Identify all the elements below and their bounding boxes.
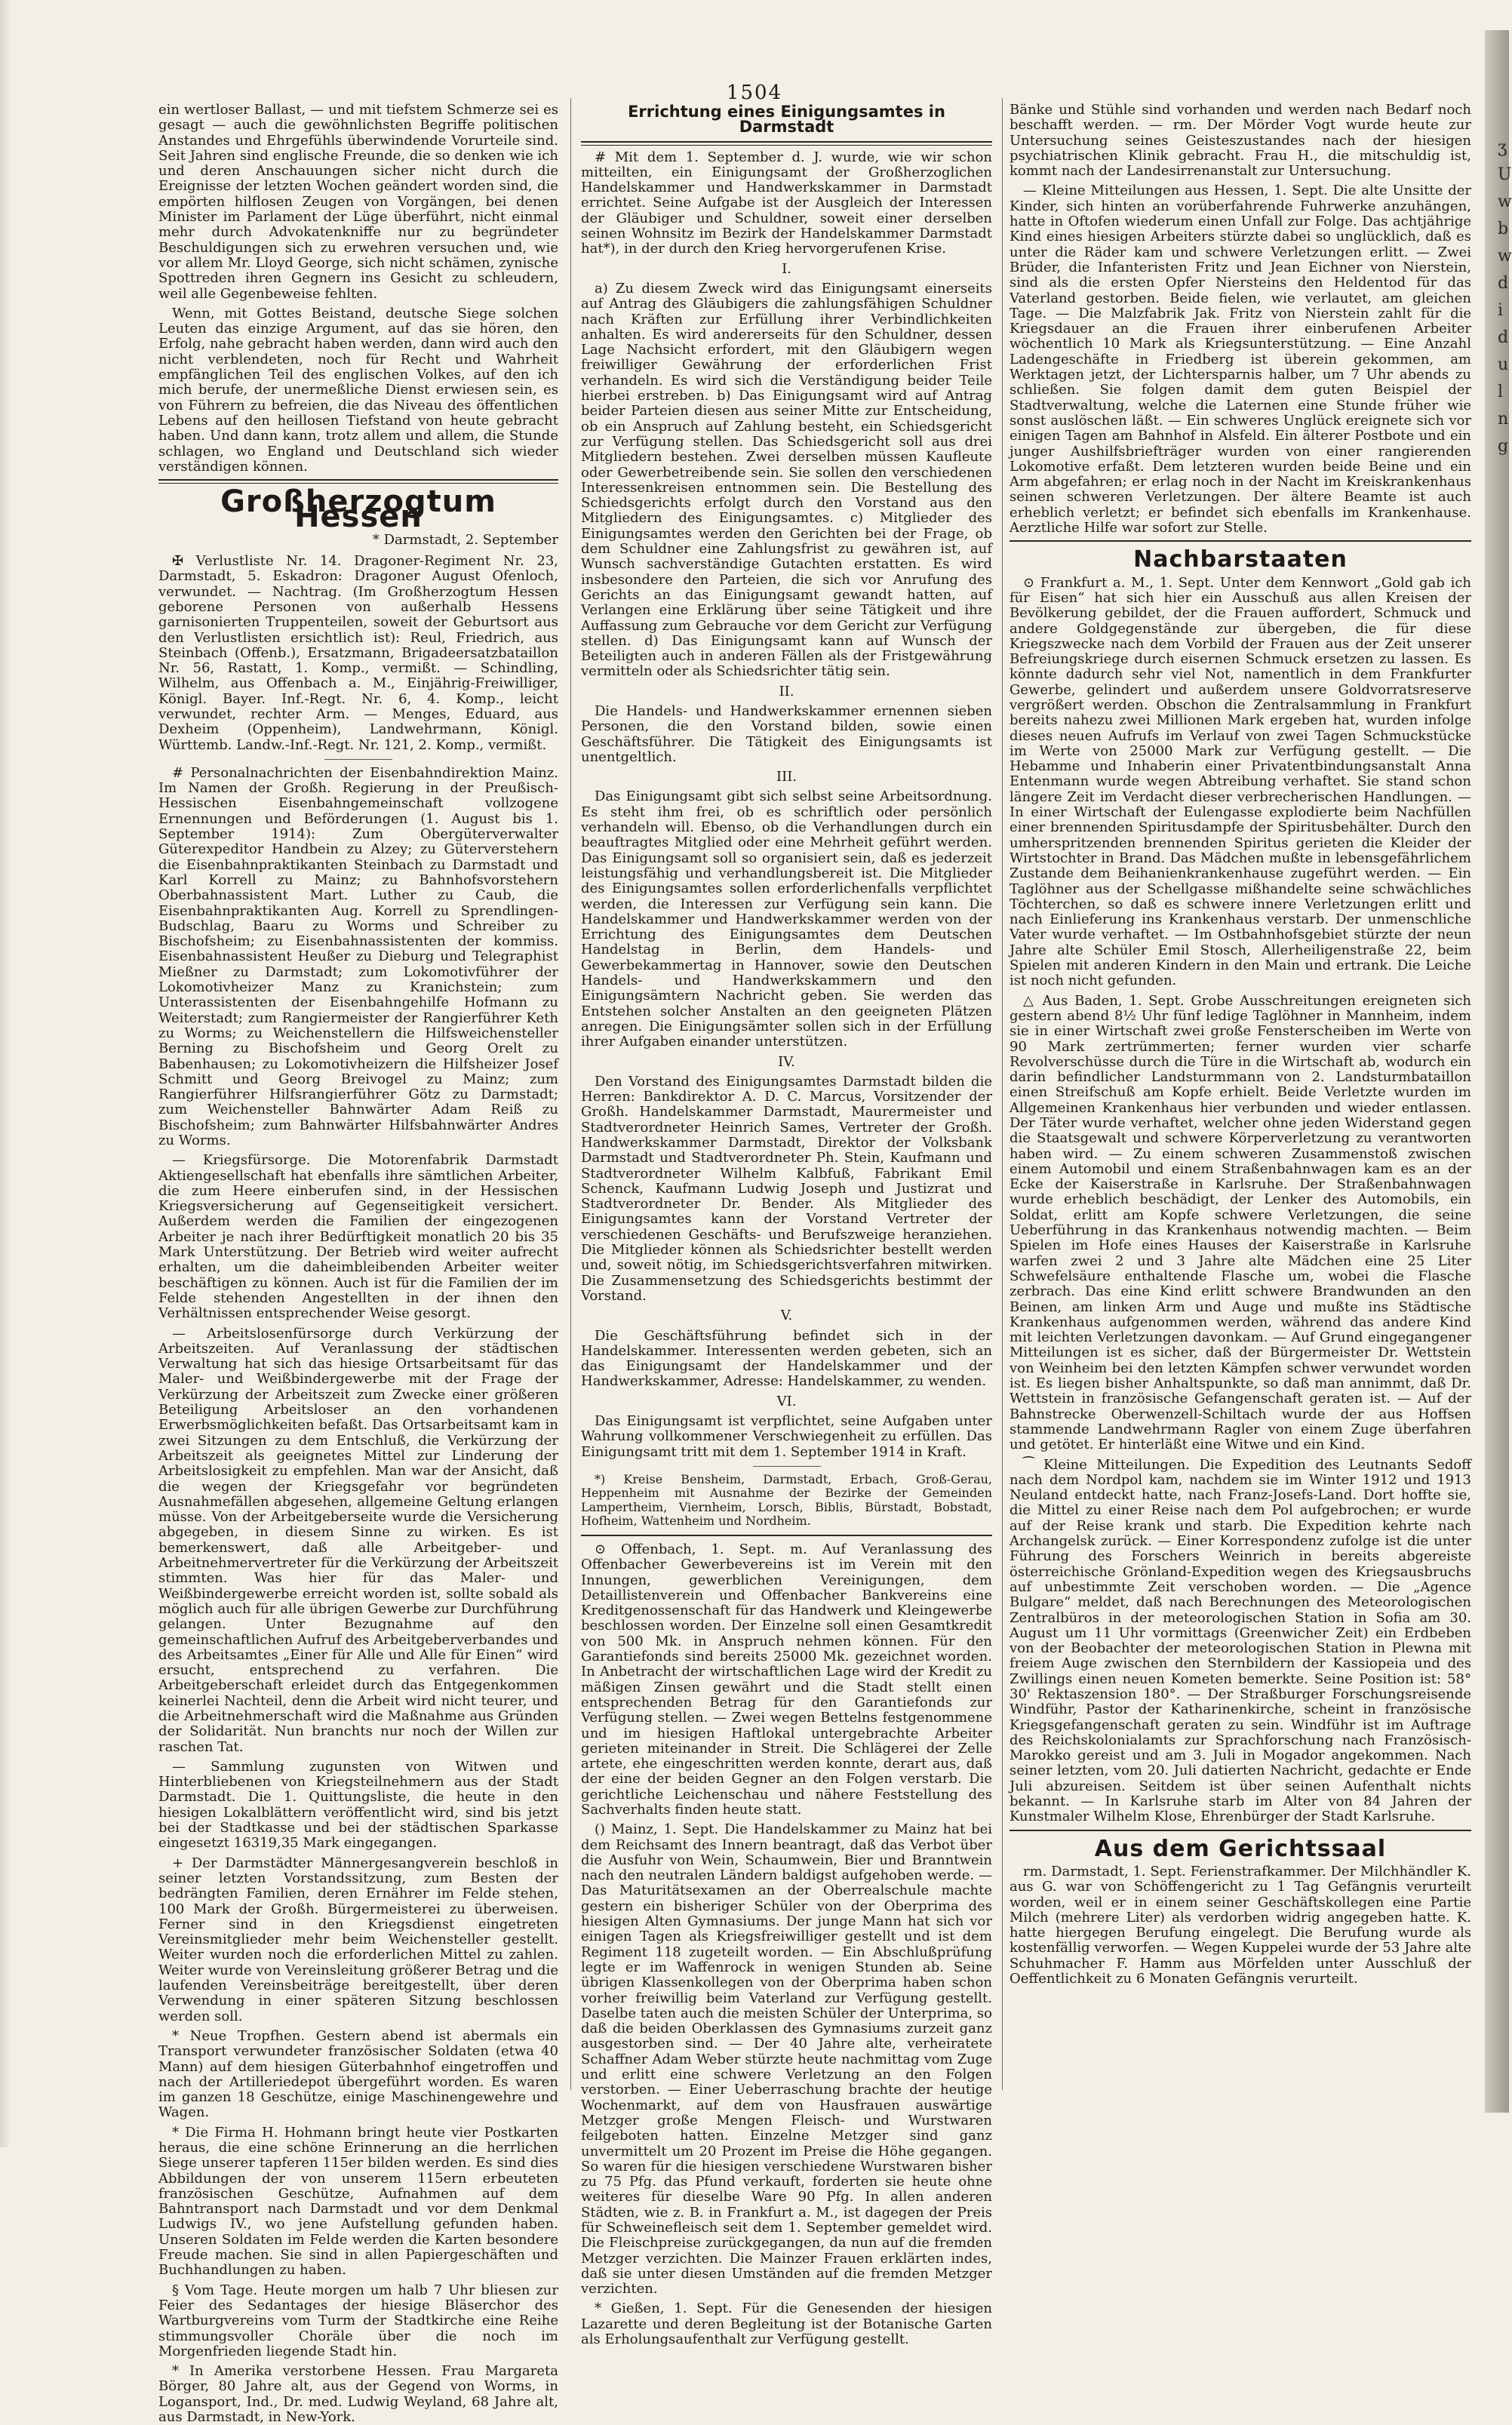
- section-rule: [581, 1535, 992, 1536]
- article-text: Den Vorstand des Einigungsamtes Darmstadt bilden die Herren: Bankdirektor A. D. C. Marcus, Vorsitzender der Großh. Handelskammer Darmstadt, Maurermeister und Stadtverordneter Heinrich Sames, Vertreter der Großh. Handwerkskammer Darmstadt, Direktor der Volksbank Darmstadt und Stadtverordneter Ph. Stein, Kaufmann und Stadtverordneter Wilhelm Kalbfuß, Fabrikant Emil Schenck, Kaufmann Ludwig Joseph und Justizrat und Stadtverordneter Dr. Bender. Als Mitglieder des Einigungsamtes kann der Vorstand Vertreter der verschiedenen Geschäfts- und Berufszweige heranziehen. Die Mitglieder können als Schiedsrichter bestellt werden und, soweit nötig, im Schiedsgerichtsverfahren mitwirken. Die Zusammensetzung des Schiedsgerichts bestimmt der Vorstand.: [581, 1073, 992, 1304]
- article-text: * In Amerika verstorbene Hessen. Frau Margareta Börger, 80 Jahre alt, aus der Gegend von Worms, in Logansport, Ind., Dr. med. Ludwig Weyland, 68 Jahre alt, aus Darmstadt, in New-York.: [158, 2363, 558, 2425]
- section-rule: [158, 479, 558, 484]
- article-text: — Arbeitslosenfürsorge durch Verkürzung der Arbeitszeiten. Auf Veranlassung der städtischen Verwaltung hat sich das hiesige Ortsarbeitsamt für das Maler- und Weißbindergewerbe mit der Frage der Verkürzung der Arbeitszeit zum Zwecke einer größeren Beteiligung Arbeitsloser an den vorhandenen Erwerbsmöglichkeiten befaßt. Das Ortsarbeitsamt kam in zwei Sitzungen zu dem Entschluß, die Verkürzung der Arbeitszeit als geeignetes Mittel zur Linderung der Arbeitslosigkeit zu empfehlen. Man war der Ansicht, daß die wegen der Kriegsgefahr vor begründeten Ausnahmefällen abgesehen, allgemeine Geltung erlangen müsse. Von der Arbeitgeberseite wurde die Versicherung abgegeben, in diesem Sinne zu wirken. Es ist bemerkenswert, daß alle Arbeitgeber- und Arbeitnehmervertreter für die Verkürzung der Arbeitszeit stimmten. Was hier für das Maler- und Weißbindergewerbe erreicht worden ist, sollte sobald als möglich auch für alle übrigen Gewerbe zur Durchführung gelangen. Unter Bezugnahme auf den gemeinschaftlichen Aufruf des Arbeitgeberverbandes und des Arbeitsamtes „Einer für Alle und Alle für Einen“ wird ersucht, entsprechend zu verfahren. Die Arbeitgeberschaft erleidet durch das Entgegenkommen keinerlei Nachteil, denn die Arbeit wird nicht teurer, und die Arbeitnehmerschaft wird die Maßnahme aus Gründen der Solidarität. Nun branchts nur noch der Willen zur raschen Tat.: [158, 1325, 558, 1755]
- article-text: + Der Darmstädter Männergesangverein beschloß in seiner letzten Vorstandssitzung, zum Besten der bedrängten Familien, deren Ernährer im Felde stehen, 100 Mark der Großh. Bürgermeisterei zu überweisen. Ferner sind in den Kriegsdienst eingetreten Vereinsmitglieder mehr beim Weichensteller gestellt. Weiter wurden noch die erforderlichen Mittel zu zahlen. Weiter wurde von Vereinsleitung größerer Betrag und die laufenden Vereinsbeiträge bereitgestellt, über deren Verwendung in einer späteren Sitzung beschlossen werden soll.: [158, 1855, 558, 2024]
- article-text: — Kriegsfürsorge. Die Motorenfabrik Darmstadt Aktiengesellschaft hat ebenfalls ihre sämtlichen Arbeiter, die zum Heere einberufen sind, in der Hessischen Kriegsversicherung auf Gegenseitigkeit versichert. Außerdem werden die Familien der eingezogenen Arbeiter je nach ihrer Bedürftigkeit monatlich 20 bis 35 Mark Unterstützung. Der Betrieb wird weiter aufrecht erhalten, um die daheimbleibenden Arbeiter weiter beschäftigen zu können. Auch ist für die Familien der im Felde stehenden Angestellten in der ihnen den Verhältnissen entsprechender Weise gesorgt.: [158, 1152, 558, 1322]
- column-3: [1010, 103, 1471, 2079]
- article-text: — Sammlung zugunsten von Witwen und Hinterbliebenen von Kriegsteilnehmern aus der Stadt Darmstadt. Die 1. Quittungsliste, die heute in den hiesigen Lokalblättern veröffentlicht wird, sind bis jetzt bei der Stadtkasse und bei der städtischen Sparkasse eingesetzt 16319,35 Mark eingegangen.: [158, 1758, 558, 1852]
- article-text: ✠ Verlustliste Nr. 14. Dragoner-Regiment Nr. 23, Darmstadt, 5. Eskadron: Dragoner August Ofenloch, verwundet. — Nachtrag. (Im Großherzogtum Hessen geborene Personen von außerhalb Hessens garnisonierten Truppenteilen, soweit der Geburtsort aus den Verlustlisten ersichtlich ist): Reul, Friedrich, aus Steinbach (Offenb.), Ersatzmann, Brigadeersatzbataillon Nr. 56, Rastatt, 1. Komp., vermißt. — Schindling, Wilhelm, aus Offenbach a. M., Einjährig-Freiwilliger, Königl. Bayer. Inf.-Regt. Nr. 6, 4. Komp., leicht verwundet, rechter Arm. — Menges, Eduard, aus Dexheim (Oppenheim), Landwehrmann, Königl. Württemb. Landw.-Inf.-Regt. Nr. 121, 2. Komp., vermißt.: [158, 553, 558, 753]
- adjacent-page-margin: ʒ U w b w d i d u l n g: [1498, 138, 1512, 456]
- separator: [324, 759, 392, 760]
- separator: [753, 1466, 821, 1467]
- article-text: Das Einigungsamt ist verpflichtet, seine Aufgaben unter Wahrung vollkommener Verschwiegenheit zu erfüllen. Das Einigungsamt tritt mit dem 1. September 1914 in Kraft.: [581, 1413, 992, 1460]
- section-number: II.: [779, 683, 794, 699]
- section-rule: [1010, 540, 1471, 542]
- page-number: 1504: [726, 81, 783, 104]
- article-text: # Mit dem 1. September d. J. wurde, wie wir schon mitteilten, ein Einigungsamt der Großherzoglichen Handelskammer und Handwerkskammer in Darmstadt errichtet. Seine Aufgabe ist der Ausgleich der Interessen der Gläubiger und Schuldner, soweit einer derselben seinen Wohnsitz im Bezirk der Handelskammer Darmstadt hat*), in der durch den Krieg hervorgerufenen Krise.: [581, 149, 992, 257]
- article-text: ⊙ Frankfurt a. M., 1. Sept. Unter dem Kennwort „Gold gab ich für Eisen“ hat sich hier ein Ausschuß aus allen Kreisen der Bevölkerung gebildet, der die Frauen auffordert, Schmuck und andere Goldgegenstände zur übergeben, die für diese Kriegszwecke nach dem Vorbild der Frauen aus der Zeit unserer Befreiungskriege durch eisernen Schmuck ersetzen zu lassen. Es könnte dadurch sehr viel Not, namentlich in dem Frankfurter Gewerbe, gelindert und außerdem unsere Goldvorratsreserve vergrößert werden. Obschon die Zentralsammlung in Frankfurt bereits nahezu zwei Millionen Mark ergeben hat, wurden infolge dieses neuen Aufrufs im Verlauf von zwei Tagen Schmuckstücke im Werte von 25000 Mark zur Verfügung gestellt. — Die Hebamme und Inhaberin einer Privatentbindungsanstalt Anna Entenmann wurde wegen Abtreibung verhaftet. Sie stand schon längere Zeit im Verdacht dieser verbrecherischen Handlungen. — In einer Wirtschaft der Eulengasse explodierte beim Nachfüllen einer brennenden Spiritusdampfe der Spiritusbehälter. Durch den umherspritzenden brennenden Spiritus gerieten die Kleider der Wirtstochter in Brand. Das Mädchen mußte in lebensgefährlichem Zustande dem Beihanienkrankenhause zugeführt werden. — Ein Taglöhner aus der Schellgasse mißhandelte seine schwächliches Töchterchen, so daß es schwere innere Verletzungen erlitt und nach Einlieferung ins Krankenhaus verstarb. Der unmenschliche Vater wurde verhaftet. — Im Ostbahnhofsgebiet stürzte der neun Jahre alte Schüler Emil Stosch, Allerheiligenstraße 22, beim Spielen mit anderen Kindern in den Main und ertrank. Die Leiche ist noch nicht gefunden.: [1010, 574, 1471, 989]
- column-1: [158, 102, 558, 2425]
- article-text: △ Aus Baden, 1. Sept. Grobe Ausschreitungen ereigneten sich gestern abend 8½ Uhr fünf ledige Taglöhner in Mannheim, indem sie in einer Wirtschaft zwei große Fensterscheiben im Werte von 90 Mark zertrümmerten; ferner wurden vier scharfe Revolverschüsse durch die Türe in die Wirtschaft ab, wodurch ein darin befindlicher Landsturmmann von 2. Landsturmbataillon einen Streifschuß am Kopfe erhielt. Beide Verletzte wurden im Allgemeinen Krankenhaus hier verbunden und wieder entlassen. Der Täter wurde verhaftet, welcher ohne jeden Widerstand gegen die Staatsgewalt und schwere Körperverletzung zu verantworten haben wird. — Zu einem schweren Zusammenstoß zwischen einem Automobil und einem Straßenbahnwagen kam es an der Ecke der Kaiserstraße in Karlsruhe. Der Straßenbahnwagen wurde erheblich beschädigt, der Lenker des Automobils, ein Soldat, erlitt am Kopfe schwere Verletzungen, die seine Ueberführung in das Krankenhaus notwendig machten. — Beim Spielen im Hofe eines Hauses der Kaiserstraße in Karlsruhe warfen zwei 2 und 3 Jahre alte Mädchen eine 25 Liter Schwefelsäure enthaltende Flasche um, wobei die Flasche zerbrach. Das eine Kind erlitt schwere Brandwunden an den Beinen, am linken Arm und Auge und mußte ins Städtische Krankenhaus aufgenommen werden, während das andere Kind mit leichten Verletzungen davonkam. — Auf Grund eingegangener Mitteilungen ist es sicher, daß der Bürgermeister Dr. Wettstein von Weinheim bei den letzten Kämpfen schwer verwundet worden ist. Es liegen bisher Anhaltspunkte, so daß man annimmt, daß Dr. Wettstein in französische Gefangenschaft geraten ist. — Auf der Bahnstrecke Oberwenzell-Schiltach wurde der aus Hoffsen stammende Landwehrmann Ragler von einem Zuge überfahren und getötet. Er hinterläßt eine Witwe und ein Kind.: [1010, 992, 1471, 1453]
- article-text: a) Zu diesem Zweck wird das Einigungsamt einerseits auf Antrag des Gläubigers die zahlungsfähigen Schuldner nach Kräften zur Erfüllung ihrer Verbindlichkeiten anhalten. Es wird andererseits für den Schuldner, dessen Lage Nachsicht erfordert, mit den Gläubigern wegen freiwilliger Gewährung der erforderlichen Frist verhandeln. Es wird sich die Verständigung beider Teile hierbei erstreben. b) Das Einigungsamt wird auf Antrag beider Parteien diesen aus seiner Mitte zur Entscheidung, ob ein Anspruch auf Zahlung besteht, ein Schiedsgericht zur Verfügung stellen. Das Schiedsgericht soll aus drei Mitgliedern bestehen. Zwei derselben müssen Kaufleute oder Gewerbetreibende sein. Sie sollen den verschiedenen Interessenkreisen entnommen sein. Die Bestellung des Schiedsgerichts erfolgt durch den Vorstand aus den Mitgliedern des Einigungsamtes. c) Mitglieder des Einigungsamtes werden den Gerichten bei der Frage, ob dem Schuldner eine Zahlungsfrist zu gewähren ist, auf Wunsch sachverständige Gutachten erstatten. Es wird insbesondere den Parteien, die sich vor Anrufung des Gerichts an das Einigungsamt gewandt hatten, auf Verlangen eine Erklärung über seine Tätigkeit und ihre Auffassung zum Gebrauche vor dem Gericht zur Verfügung stellen. d) Das Einigungsamt kann auf Wunsch der Beteiligten auch in anderen Fällen als der Fristgewährung vermitteln oder als Schiedsrichter tätig sein.: [581, 280, 992, 680]
- article-text: * Die Firma H. Hohmann bringt heute vier Postkarten heraus, die eine schöne Erinnerung an die herrlichen Siege unserer tapferen 115er bilden werden. Es sind dies Abbildungen der von unserem 115ern erbeuteten französischen Geschütze, Aufnahmen auf dem Bahntransport nach Darmstadt und vor dem Denkmal Ludwigs IV., wo jene Aufstellung gefunden haben. Unseren Soldaten im Felde werden die Karten besondere Freude machen. Sie sind in allen Papiergeschäften und Buchhandlungen zu haben.: [158, 2124, 558, 2279]
- article-text: Das Einigungsamt gibt sich selbst seine Arbeitsordnung. Es steht ihm frei, ob es schriftlich oder persönlich verhandeln will. Ebenso, ob die Verhandlungen durch ein beauftragtes Mitglied oder eine Mehrheit geführt werden. Das Einigungsamt soll so organisiert sein, daß es jederzeit leistungsfähig und verhandlungsbereit ist. Die Mitglieder des Einigungsamtes sollen erforderlichenfalls verpflichtet werden, die Interessen zur Verfügung sein kann. Die Handelskammer und Handwerkskammer werden von der Errichtung des Einigungsamtes dem Deutschen Handelstag in Berlin, dem Handels- und Gewerbekammertag in Hannover, sowie den Deutschen Handels- und Handwerkskammern und den Einigungsämtern Nachricht geben. Sie werden das Entstehen solcher Anstalten an den geeigneten Plätzen anregen. Die Einigungsämter sollen sich in der Erfüllung ihrer Aufgaben einander unterstützen.: [581, 788, 992, 1050]
- article-text: ⁀ Kleine Mitteilungen. Die Expedition des Leutnants Sedoff nach dem Nordpol kam, nachdem sie im Winter 1912 und 1913 Neuland entdeckt hatte, nach Franz-Josefs-Land. Dort hoffte sie, die Mittel zu einer Reise nach dem Pol aufgebrochen; er wurde auf der Reise krank und starb. Die Expedition kehrte nach Archangelsk zurück. — Einer Korrespondenz zufolge ist die unter Führung des Forschers Weinrich in bereits abgereiste österreichische Grönland-Expedition wegen des Kriegsausbruchs auf unbestimmte Zeit verschoben worden. — Die „Agence Bulgare“ meldet, daß nach Berechnungen des Meteorologischen Zentralbüros in der meteorologischen Station in Sofia am 30. August um 11 Uhr vormittags (Greenwicher Zeit) ein Erdbeben von der Beobachter der meteorologischen Station in Plewna mit freiem Auge zwischen den Sternbildern der Kassiopeia und des Zwillings einen neuen Kometen bemerkte. Seine Position ist: 58° 30' Rektaszension 180°. — Der Straßburger Forschungsreisende Windführ, Pastor der Katharinenkirche, scheint in französische Kriegsgefangenschaft geraten zu sein. Windführ ist im Auftrage des Reichskolonialamts zur Sprachforschung nach Französisch-Marokko gereist und am 3. Juli in Mogador angekommen. Nach seiner letzten, vom 20. Juli datierten Nachricht, gedachte er Ende Juli abzureisen. Seitdem ist über seinen Aufenthalt nichts bekannt. — In Karlsruhe starb im Alter von 84 Jahren der Kunstmaler Wilhelm Klose, Ehrenbürger der Stadt Karlsruhe.: [1010, 1456, 1471, 1825]
- scan-edge-left: [0, 0, 11, 2147]
- article-text: § Vom Tage. Heute morgen um halb 7 Uhr bliesen zur Feier des Sedantages der hiesige Bläserchor des Wartburgvereins vom Turm der Stadtkirche eine Reihe stimmungsvoller Choräle über die noch im Morgenfrieden liegende Stadt hin.: [158, 2282, 558, 2359]
- article-text: rm. Darmstadt, 1. Sept. Ferienstrafkammer. Der Milchhändler K. aus G. war von Schöffengericht zu 1 Tag Gefängnis verurteilt worden, weil er in einem seiner Geschäftskollegen eine Partie Milch (mehrere Liter) als verdorben widrig angegeben hatte. K. hatte hiergegen Berufung eingelegt. Die Berufung wurde als kostenfällig verworfen. — Wegen Kuppelei wurde der 53 Jahre alte Schuhmacher F. Hamm aus Mörfelden unter Ausschluß der Oeffentlichkeit zu 6 Monaten Gefängnis verurteilt.: [1010, 1863, 1471, 1987]
- section-rule: [1010, 1830, 1471, 1831]
- article-text: Die Geschäftsführung befindet sich in der Handelskammer. Interessenten werden gebeten, sich an das Einigungsamt der Handelskammer und der Handwerkskammer, Adresse: Handelskammer, zu wenden.: [581, 1327, 992, 1390]
- section-heading: Aus dem Gerichtssaal: [1094, 1835, 1387, 1862]
- article-text: () Mainz, 1. Sept. Die Handelskammer zu Mainz hat bei dem Reichsamt des Innern beantragt, daß das Verbot über die Ausfuhr von Wein, Schaumwein, Bier und Branntwein nach den neutralen Ländern baldigst aufgehoben werde. — Das Maturitätsexamen an der Oberrealschule machte gestern ein bisheriger Schüler von der Oberprima des hiesigen Alten Gymnasiums. Der junge Mann hat sich vor einigen Tagen als Kriegsfreiwilliger gestellt und ist dem Regiment 118 zugeteilt worden. — Ein Abschlußprüfung legte er im Waffenrock in wenigen Stunden ab. Seine übrigen Klassenkollegen von der Oberprima haben schon vorher freiwillig beim Vaterland zur Verfügung gestellt. Daselbe taten auch die meisten Schüler der Unterprima, so daß die beiden Oberklassen des Gymnasiums zurzeit ganz ausgestorben sind. — Der 40 Jahre alte, verheiratete Schaffner Adam Weber stürzte heute nachmittag vom Zuge und erlitt eine schwere Verletzung an den Folgen verstorben. — Einer Ueberraschung brachte der heutige Wochenmarkt, auf dem von Hausfrauen auswärtige Metzger große Mengen Fleisch- und Wurstwaren feilgeboten hatten. Einzelne Metzger sind ganz unvermittelt um 20 Prozent im Preise die Höhe gegangen. So waren für die hiesigen verschiedene Wurstwaren bisher zu 75 Pfg. das Pfund verkauft, forderten sie heute ohne weiteres für dieselbe Ware 90 Pfg. In allen anderen Städten, wie z. B. in Frankfurt a. M., ist dagegen der Preis für Schweinefleisch seit dem 1. September gemeldet wird. Die Fleischpreise zurückgegangen, da nun auf die fremden Metzger verzichten. Die Mainzer Frauen erklärten indes, daß sie unter diesen Umständen auf die fremden Metzger verzichten.: [581, 1821, 992, 2297]
- article-text: ein wertloser Ballast, — und mit tiefstem Schmerze sei es gesagt — auch die gewöhnlichsten Begriffe politischen Anstandes und Ehrgefühls überwindende Vorurteile sind. Seit Jahren sind englische Freunde, die so denken wie ich und deren Anschauungen sicher nicht durch die Ereignisse der letzten Wochen geändert worden sind, die empörten hilflosen Zeugen von Vorgängen, bei denen Minister im Parlament der Lüge überführt, nicht einmal mehr durch Advokatenkniffe nur zu begründeter Beschuldigungen sich zu erwehren versuchen und, wie vor allem Mr. Lloyd George, sich nicht schämen, zynische Spottreden ihren Gegnern ins Gesicht zu schleudern, weil alle Gegenbeweise fehlten.: [158, 102, 558, 302]
- heading-rule: [581, 141, 992, 146]
- section-number: V.: [780, 1308, 793, 1324]
- article-heading: Errichtung eines Einigungsamtes in Darmstadt: [628, 103, 945, 137]
- article-text: * Neue Tropfhen. Gestern abend ist abermals ein Transport verwundeter französischer Soldaten (etwa 40 Mann) auf dem hiesigen Güterbahnhof eingetroffen und nach der Artilleriedepot übergeführt worden. Es waren im ganzen 18 Geschütze, einige Maschinengewehre und Wagen.: [158, 2027, 558, 2121]
- column-2: [581, 103, 992, 2348]
- section-heading: Nachbarstaaten: [1133, 546, 1348, 573]
- column-divider-2: [1002, 98, 1003, 2090]
- section-number: VI.: [776, 1393, 797, 1409]
- article-text: # Personalnachrichten der Eisenbahndirektion Mainz. Im Namen der Großh. Regierung in der Preußisch-Hessischen Eisenbahngemeinschaft vollzogene Ernennungen und Beförderungen (1. August bis 1. September 1914): Zum Obergüterverwalter Güterexpeditor Handbein zu Alzey; zu Güterverstehern die Eisenbahnpraktikanten Steinbach zu Darmstadt und Karl Korrell zu Mainz; zu Bahnhofsvorstehern Oberbahnassistent Mart. Luther zu Caub, die Eisenbahnpraktikanten Aug. Korrell zu Sprendlingen-Budschlag, Baaru zu Worms und Schreiber zu Bischofsheim; zu Eisenbahnassistenten der kommiss. Eisenbahnassistent Heußer zu Dieburg und Telegraphist Mießner zu Darmstadt; zum Lokomotivführer der Lokomotivheizer Manz zu Kranichstein; zum Unterassistenten der Eisenbahngehilfe Hofmann zu Weiterstadt; zum Rangiermeister der Rangierführer Keth zu Worms; zu Weichenstellern die Hilfsweichensteller Berning zu Bischofsheim und Georg Orelt zu Babenhausen; zu Lokomotivheizern die Hilfsheizer Josef Schmitt und Georg Breivogel zu Mainz; zum Rangierführer Hilfsrangierführer Götz zu Darmstadt; zum Weichensteller Bahnwärter Adam Reiß zu Bischofsheim; zum Bahnwärter Hilfsbahnwärter Andres zu Worms.: [158, 764, 558, 1148]
- article-text: Bänke und Stühle sind vorhanden und werden nach Bedarf noch beschafft werden. — rm. Der Mörder Vogt wurde heute zur Untersuchung seines Geisteszustandes nach der hiesigen psychiatrischen Klinik gebracht. Frau H., die mitschuldig ist, kommt nach der Landesirrenanstalt zur Untersuchung.: [1010, 102, 1471, 180]
- article-text: Wenn, mit Gottes Beistand, deutsche Siege solchen Leuten das einzige Argument, auf das sie hören, den Erfolg, nahe gebracht haben werden, dann wird auch den nicht verblendeten, noch für Recht und Wahrheit empfänglichen Teil des englischen Volkes, auf den ich mich berufe, der unermeßliche Dienst erwiesen sein, es von Führern zu befreien, die das Niveau des öffentlichen Lebens auf den heillosen Tiefstand von heute gebracht haben. Und dann kann, trotz allem und allem, die Stunde schlagen, wo England und Deutschland sich wieder verständigen können.: [158, 305, 558, 475]
- footnote: *) Kreise Bensheim, Darmstadt, Erbach, Groß-Gerau, Heppenheim mit Ausnahme der Bezirke der Gemeinden Lampertheim, Viernheim, Lorsch, Biblis, Bürstadt, Bobstadt, Hofheim, Wattenheim und Nordheim.: [581, 1471, 992, 1529]
- article-text: Die Handels- und Handwerkskammer ernennen sieben Personen, die den Vorstand bilden, sowie einen Geschäftsführer. Die Tätigkeit des Einigungsamts ist unentgeltlich.: [581, 702, 992, 765]
- article-text: ⊙ Offenbach, 1. Sept. m. Auf Veranlassung des Offenbacher Gewerbevereins ist im Verein mit den Innungen, gewerblichen Vereinigungen, dem Detaillistenverein und Offenbacher Bankvereins eine Kreditgenossenschaft für das Handwerk und Kleingewerbe beschlossen worden. Der Einzelne soll einen Gesamtkredit von 500 Mk. in Anspruch nehmen können. Für den Garantiefonds sind bereits 25000 Mk. gezeichnet worden. In Anbetracht der wirtschaftlichen Lage wird der Kredit zu mäßigen Zinsen gewährt und die Stadt stellt einen entsprechenden Betrag für den Garantiefonds zur Verfügung stellen. — Zwei wegen Bettelns festgenommene und im hiesigen Haftlokal untergebrachte Arbeiter gerieten miteinander in Streit. Die Schlägerei der Zelle artete, ehe eingeschritten werden konnte, derart aus, daß der eine der beiden Gegner an den Folgen verstarb. Die gerichtliche Leichenschau und nähere Feststellung des Sachverhalts finden heute statt.: [581, 1541, 992, 1818]
- section-number: IV.: [778, 1053, 795, 1070]
- dateline: * Darmstadt, 2. September: [372, 531, 558, 548]
- section-number: III.: [776, 769, 797, 785]
- article-text: — Kleine Mitteilungen aus Hessen, 1. Sept. Die alte Unsitte der Kinder, sich hinten an vorüberfahrende Fuhrwerke anzuhängen, hatte in Oftofen wiederum einen Unfall zur Folge. Das achtjährige Kind eines hiesigen Arbeiters stürzte dabei so unglücklich, daß es unter die Räder kam und schwere Verletzungen erlitt. — Zwei Brüder, die Infanteristen Fritz und Jean Eichner von Nierstein, sind als die ersten Opfer Niersteins den Heldentod für das Vaterland gestorben. Beide fielen, wie verlautet, am gleichen Tage. — Die Malzfabrik Jak. Fritz von Nierstein zahlt für die Kriegsdauer an die Frauen ihrer einberufenen Arbeiter wöchentlich 10 Mark als Kriegsunterstützung. — Eine Anzahl Ladengeschäfte in Friedberg ist überein gekommen, am Werktagen jetzt, der Lichtersparnis halber, um 7 Uhr abends zu schließen. Sie folgen damit dem guten Beispiel der Stadtverwaltung, welche die Laternen eine Stunde früher wie sonst auslöschen läßt. — Ein schweres Unglück ereignete sich vor einigen Tagen am Bahnhof in Alsfeld. Ein älterer Postbote und ein junger Aushilfsbriefträger wurden von einer rangierenden Lokomotive erfaßt. Dem letzteren wurden beide Beine und ein Arm abgefahren; er erlag noch in der Nacht im Kreiskrankenhaus seinen schweren Verletzungen. Der ältere Beamte ist auch erheblich verletzt; er befindet sich ebenfalls im Krankenhause. Aerztliche Hilfe war sofort zur Stelle.: [1010, 183, 1471, 536]
- column-divider-1: [570, 98, 571, 2090]
- section-heading: Großherzogtum Hessen: [220, 484, 496, 535]
- article-text: * Gießen, 1. Sept. Für die Genesenden der hiesigen Lazarette und deren Begleitung ist der Botanische Garten als Erholungsaufenthalt zur Verfügung gestellt.: [581, 2301, 992, 2348]
- section-number: I.: [782, 260, 791, 277]
